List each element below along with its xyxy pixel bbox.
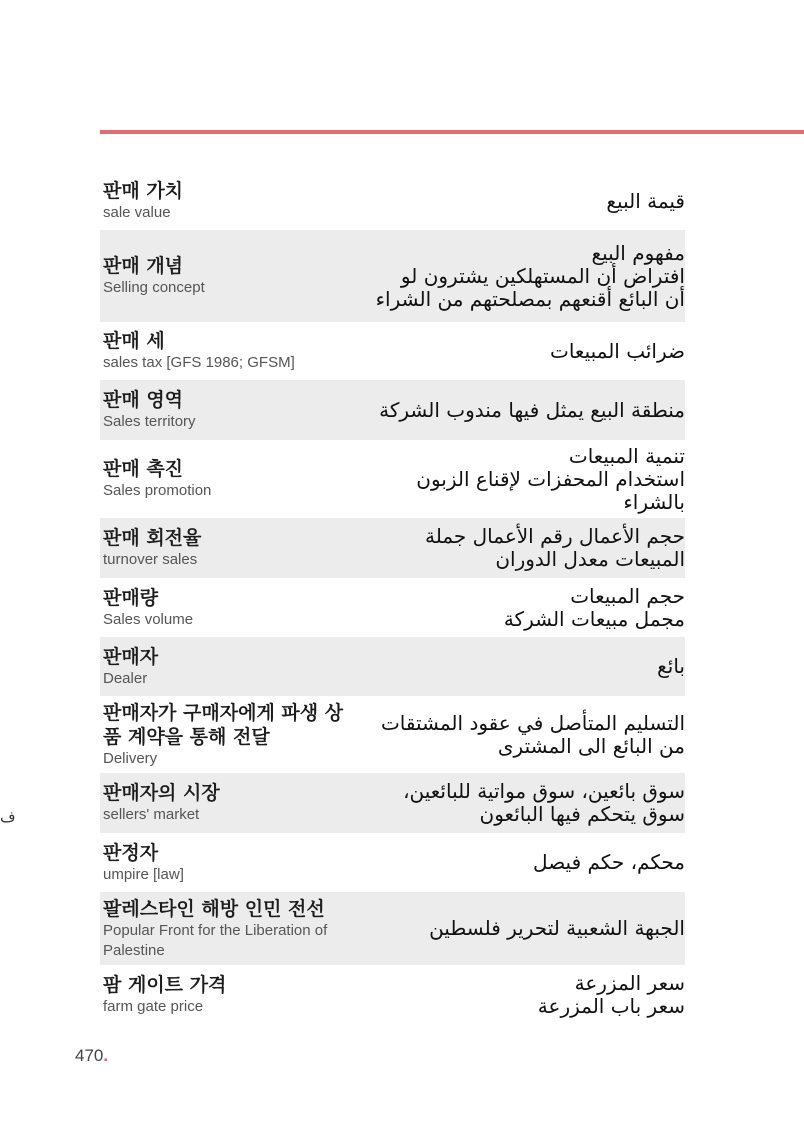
- english-term: umpire [law]: [103, 865, 184, 883]
- korean-term: 판매 영역: [103, 389, 184, 411]
- korean-term: 판매 촉진: [103, 458, 184, 480]
- arabic-line: ضرائب المبيعات: [550, 338, 685, 363]
- arabic-translation: [353, 712, 685, 758]
- korean-term: 판정자: [103, 841, 159, 864]
- entry-term: [103, 841, 353, 885]
- korean-term: 판매 세: [103, 330, 165, 352]
- korean-term: 판매 개념: [103, 255, 184, 277]
- glossary-entry: [100, 696, 685, 773]
- arabic-translation: [353, 655, 685, 678]
- page-number: [75, 1046, 108, 1066]
- glossary-entry: [100, 380, 685, 440]
- glossary-entry: [100, 578, 685, 637]
- glossary-entry: [100, 892, 685, 965]
- arabic-line: حجم الأعمال رقم الأعمال جملة: [425, 524, 685, 548]
- entry-term: [103, 973, 353, 1017]
- glossary-entry: [100, 965, 685, 1025]
- korean-term: 판매자의 시장: [103, 782, 220, 804]
- korean-term: 팜 게이트 가격: [103, 974, 227, 996]
- korean-term: 판매자: [103, 645, 159, 668]
- arabic-line: بالشراء: [623, 489, 685, 514]
- arabic-translation: [353, 242, 685, 311]
- arabic-line: مجمل مبيعات الشركة: [503, 606, 685, 631]
- english-term: turnover sales: [103, 551, 198, 568]
- english-term: sale value: [103, 204, 171, 221]
- english-term: Sales promotion: [103, 482, 212, 499]
- arabic-line: مفهوم البيع: [591, 240, 685, 265]
- arabic-line: بائع: [657, 654, 685, 678]
- entry-term: [103, 781, 353, 825]
- arabic-translation: [353, 585, 685, 631]
- margin-thumb-index: ف: [0, 808, 16, 826]
- arabic-line: سعر المزرعة: [574, 971, 685, 995]
- glossary-entries: [100, 172, 685, 1025]
- korean-term: 판매량: [103, 586, 159, 609]
- entry-term: [103, 526, 353, 570]
- arabic-translation: [353, 972, 685, 1018]
- english-term: Sales territory: [103, 413, 196, 430]
- arabic-line: استخدام المحفزات لإقناع الزبون: [416, 466, 685, 491]
- arabic-line: التسليم المتأصل في عقود المشتقات: [380, 710, 685, 735]
- english-term: sales tax [GFS 1986; GFSM]: [103, 354, 295, 371]
- arabic-translation: [353, 190, 685, 213]
- header-rule: [100, 130, 804, 134]
- entry-term: [103, 254, 353, 298]
- korean-term: 판매자가 구매자에게 파생 상품 계약을 통해 전달: [103, 701, 344, 748]
- arabic-translation: [353, 525, 685, 571]
- arabic-line: سوق يتحكم فيها البائعون: [479, 802, 685, 826]
- glossary-entry: [100, 172, 685, 230]
- english-term: farm gate price: [103, 998, 204, 1015]
- page-number-text: 470: [75, 1046, 104, 1065]
- arabic-line: تنمية المبيعات: [568, 443, 685, 468]
- glossary-entry: [100, 833, 685, 892]
- arabic-translation: [353, 780, 685, 826]
- arabic-line: افتراض أن المستهلكين يشترون لو: [400, 263, 685, 288]
- entry-term: [103, 645, 353, 689]
- arabic-line: من البائع الى المشترى: [497, 733, 685, 758]
- glossary-entry: [100, 322, 685, 380]
- arabic-line: سوق بائعين، سوق مواتية للبائعين،: [403, 779, 685, 803]
- glossary-entry: [100, 518, 685, 578]
- arabic-line: الجبهة الشعبية لتحرير فلسطين: [429, 916, 685, 940]
- korean-term: 판매 가치: [103, 180, 184, 202]
- entry-term: [103, 388, 353, 432]
- arabic-line: المبيعات معدل الدوران: [495, 547, 685, 571]
- page-number-dot: .: [103, 1046, 109, 1065]
- arabic-line: منطقة البيع يمثل فيها مندوب الشركة: [379, 397, 685, 422]
- arabic-line: قيمة البيع: [606, 188, 685, 213]
- arabic-translation: [353, 340, 685, 363]
- korean-term: 판매 회전율: [103, 527, 202, 549]
- arabic-line: أن البائع أقنعهم بمصلحتهم من الشراء: [375, 286, 685, 311]
- entry-term: [103, 457, 353, 501]
- english-term: Delivery: [103, 749, 158, 767]
- entry-term: [103, 179, 353, 223]
- arabic-translation: [353, 917, 685, 940]
- arabic-line: حجم المبيعات: [570, 583, 685, 608]
- arabic-line: محكم، حكم فيصل: [533, 850, 685, 874]
- entry-term: [103, 701, 353, 769]
- glossary-entry: [100, 773, 685, 833]
- entry-term: [103, 897, 353, 961]
- arabic-translation: [353, 399, 685, 422]
- english-term: sellers' market: [103, 806, 200, 823]
- arabic-line: سعر باب المزرعة: [537, 994, 685, 1018]
- glossary-entry: [100, 440, 685, 518]
- glossary-entry: [100, 230, 685, 322]
- english-term: Sales volume: [103, 610, 194, 628]
- entry-term: [103, 329, 353, 373]
- arabic-translation: [353, 851, 685, 874]
- korean-term: 팔레스타인 해방 인민 전선: [103, 897, 325, 920]
- entry-term: [103, 586, 353, 630]
- glossary-entry: [100, 637, 685, 696]
- arabic-translation: [353, 445, 685, 514]
- english-term: Popular Front for the Liberation of Palestine: [103, 921, 328, 959]
- english-term: Selling concept: [103, 279, 205, 296]
- english-term: Dealer: [103, 669, 148, 687]
